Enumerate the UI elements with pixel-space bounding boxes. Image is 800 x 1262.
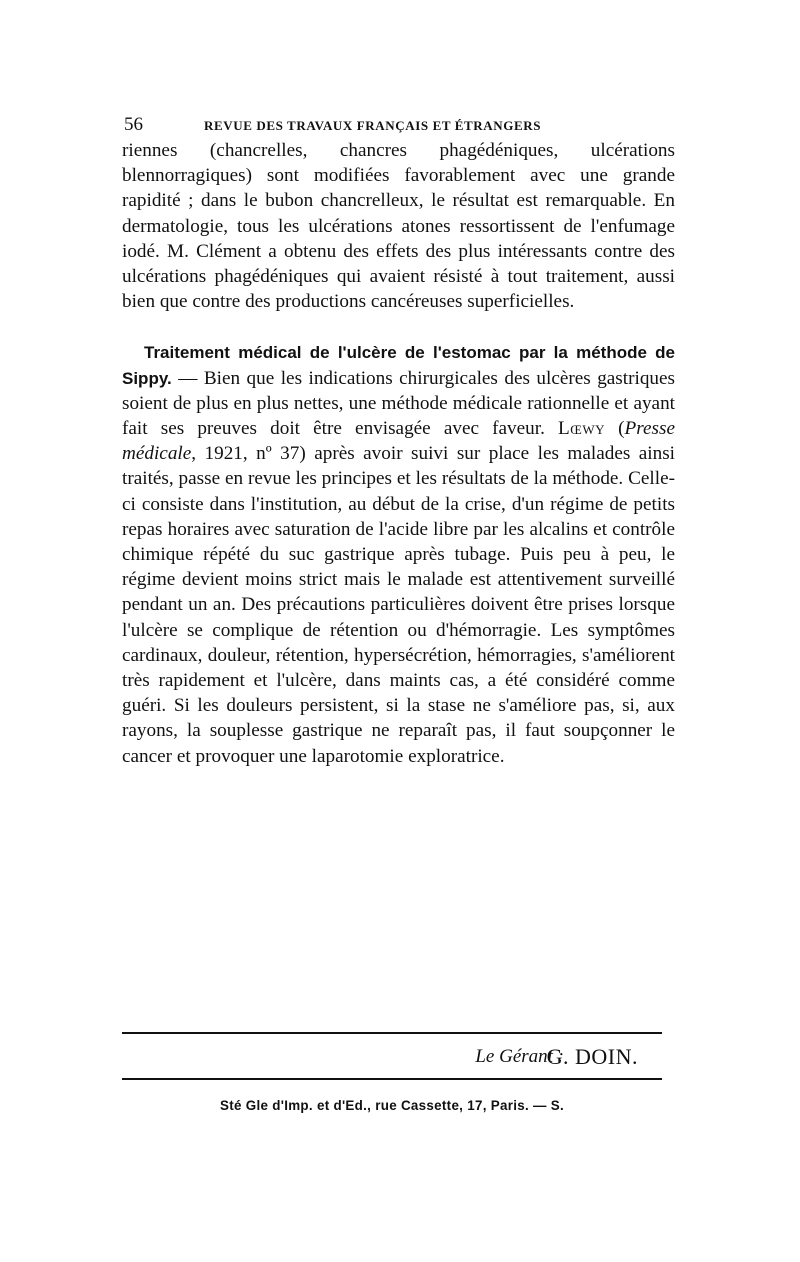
paragraph-continued: riennes (chancrelles, chancres phagédéniques, ulcérations blennorragiques) sont modifiées favorablement avec une grande rapidité ; dans le bubon chancrelleux, le résultat est remarquable. En dermatologie, tous les ulcérations atones ressortissent de l'enfumage iodé. M. Clément a obtenu des effets des plus intéressants contre des ulcérations phagédéniques qui avaient résisté à tout traitement, aussi bien que contre des productions cancéreuses superficielles. <box>122 140 675 313</box>
gerant-line <box>122 1034 662 1078</box>
bottom-rule <box>122 1078 662 1080</box>
gerant-name: G. DOIN. <box>546 1044 638 1069</box>
citation-open: ( <box>605 418 625 440</box>
printer-imprint: Sté Gle d'Imp. et d'Ed., rue Cassette, 17, Paris. — S. <box>219 1098 565 1113</box>
running-head <box>122 108 675 138</box>
footer <box>122 1032 662 1113</box>
section-title: Traitement médical de l'ulcère de l'estomac par la méthode de Sippy. <box>122 343 675 388</box>
page-number: 56 <box>124 114 143 135</box>
paragraph-body: après avoir suivi sur place les malades ainsi traités, passe en revue les principes et les résultats de la méthode. Celle-ci consiste dans l'institution, au début de la crise, d'un régime de petits repas horaires avec saturation de l'acide libre par les alcalins et contrôle chimique répété du suc gastrique après tubage. Puis peu à peu, le régime devient moins strict mais le malade est attentivement surveillé pendant un an. Des précautions particulières doivent être prises lorsque l'ulcère se complique de rétention ou d'hémorragie. Les symptômes cardinaux, douleur, rétention, hypersécrétion, hémorragies, s'améliorent très rapidement et l'ulcère, dans maints cas, a été considéré comme guéri. Si les douleurs persistent, si la stase ne s'améliore pas, si, aux rayons, la souplesse gastrique ne reparaît pas, il faut soupçonner le cancer et provoquer une laparotomie exploratrice. <box>122 443 675 767</box>
journal-title: Presse médicale <box>122 418 675 465</box>
paragraph-intro: — Bien que les indications chirurgicales des ulcères gastriques soient de plus en plus nettes, une méthode médicale rationnelle et ayant fait ses preuves doit être envisagée avec faveur. <box>122 367 675 440</box>
paragraph-sippy-method <box>122 340 675 768</box>
author-name: Lœwy <box>558 418 605 440</box>
gerant-label: Le Gérant : <box>475 1046 564 1067</box>
page <box>122 108 675 769</box>
citation-details: , 1921, nº 37) <box>191 443 306 465</box>
running-title: REVUE DES TRAVAUX FRANÇAIS ET ÉTRANGERS <box>204 118 542 133</box>
